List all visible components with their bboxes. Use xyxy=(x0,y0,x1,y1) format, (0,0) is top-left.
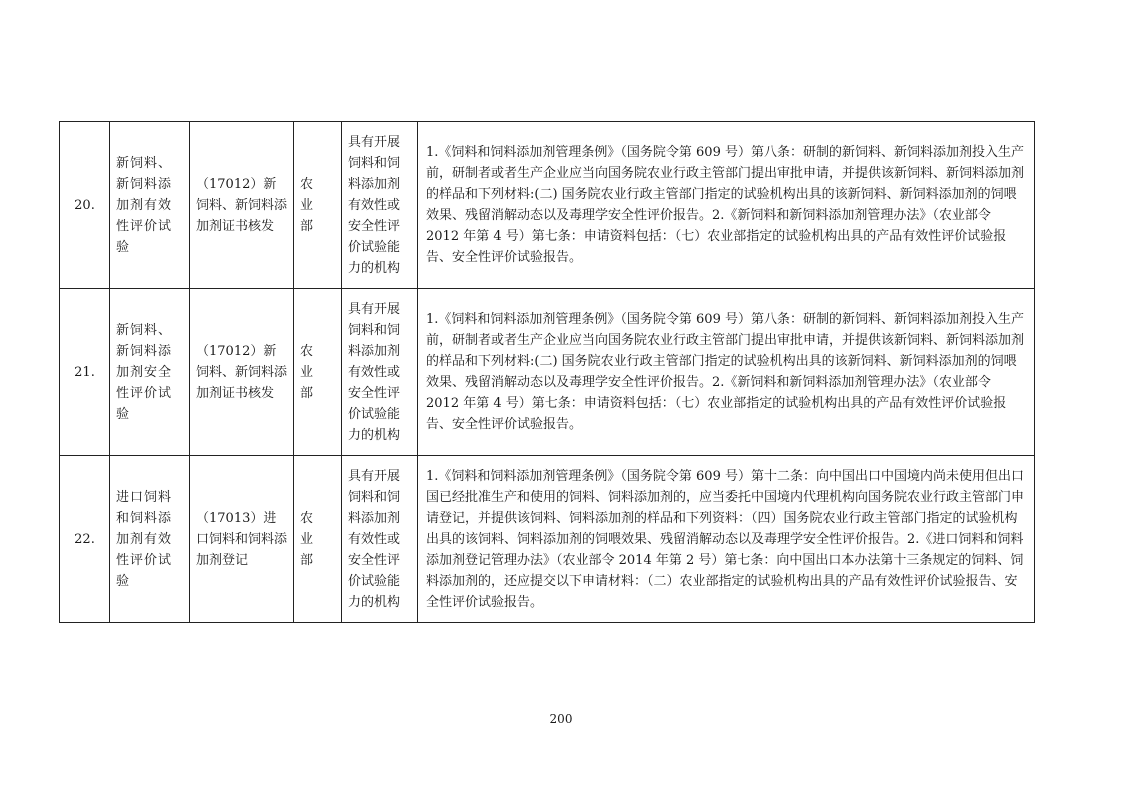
table-row xyxy=(60,289,1035,456)
service-item: 新饲料、新饲料添加剂有效性评价试验 xyxy=(110,122,190,289)
organization-type: 具有开展饲料和饲料添加剂有效性或安全性评价试验能力的机构 xyxy=(342,289,418,456)
approval-procedure: （17012）新饲料、新饲料添加剂证书核发 xyxy=(190,122,294,289)
document-table xyxy=(59,121,1035,623)
organization-type: 具有开展饲料和饲料添加剂有效性或安全性评价试验能力的机构 xyxy=(342,122,418,289)
approval-procedure: （17012）新饲料、新饲料添加剂证书核发 xyxy=(190,289,294,456)
department: 农业部 xyxy=(294,456,342,623)
row-number: 20. xyxy=(60,122,110,289)
organization-type: 具有开展饲料和饲料添加剂有效性或安全性评价试验能力的机构 xyxy=(342,456,418,623)
row-number: 22. xyxy=(60,456,110,623)
legal-basis: 1.《饲料和饲料添加剂管理条例》（国务院令第 609 号）第八条：研制的新饲料、新饲料添加剂投入生产前，研制者或者生产企业应当向国务院农业行政主管部门提出审批申请，并提供该新饲料、新饲料添加剂的样品和下列材料:(二) 国务院农业行政主管部门指定的试验机构出具的该新饲料、新饲料添加剂的饲喂效果、残留消解动态以及毒理学安全性评价报告。2.《新饲料和新饲料添加剂管理办法》（农业部令 2012 年第 4 号）第七条：申请资料包括：（七）农业部指定的试验机构出具的产品有效性评价试验报告、安全性评价试验报告。 xyxy=(418,122,1035,289)
service-item: 进口饲料和饲料添加剂有效性评价试验 xyxy=(110,456,190,623)
department: 农业部 xyxy=(294,122,342,289)
service-item: 新饲料、新饲料添加剂安全性评价试验 xyxy=(110,289,190,456)
approval-procedure: （17013）进口饲料和饲料添加剂登记 xyxy=(190,456,294,623)
legal-basis: 1.《饲料和饲料添加剂管理条例》（国务院令第 609 号）第十二条：向中国出口中国境内尚未使用但出口国已经批准生产和使用的饲料、饲料添加剂的，应当委托中国境内代理机构向国务院农业行政主管部门申请登记，并提供该饲料、饲料添加剂的样品和下列资料：（四）国务院农业行政主管部门指定的试验机构出具的该饲料、饲料添加剂的饲喂效果、残留消解动态以及毒理学安全性评价报告。2.《进口饲料和饲料添加剂登记管理办法》（农业部令 2014 年第 2 号）第七条：向中国出口本办法第十三条规定的饲料、饲料添加剂的，还应提交以下申请材料：（二）农业部指定的试验机构出具的产品有效性评价试验报告、安全性评价试验报告。 xyxy=(418,456,1035,623)
row-number: 21. xyxy=(60,289,110,456)
table-row xyxy=(60,122,1035,289)
department: 农业部 xyxy=(294,289,342,456)
legal-basis: 1.《饲料和饲料添加剂管理条例》（国务院令第 609 号）第八条：研制的新饲料、新饲料添加剂投入生产前，研制者或者生产企业应当向国务院农业行政主管部门提出审批申请，并提供该新饲料、新饲料添加剂的样品和下列材料:(二) 国务院农业行政主管部门指定的试验机构出具的该新饲料、新饲料添加剂的饲喂效果、残留消解动态以及毒理学安全性评价报告。2.《新饲料和新饲料添加剂管理办法》（农业部令 2012 年第 4 号）第七条：申请资料包括：（七）农业部指定的试验机构出具的产品有效性评价试验报告、安全性评价试验报告。 xyxy=(418,289,1035,456)
page-number: 200 xyxy=(549,712,573,726)
table-row xyxy=(60,456,1035,623)
